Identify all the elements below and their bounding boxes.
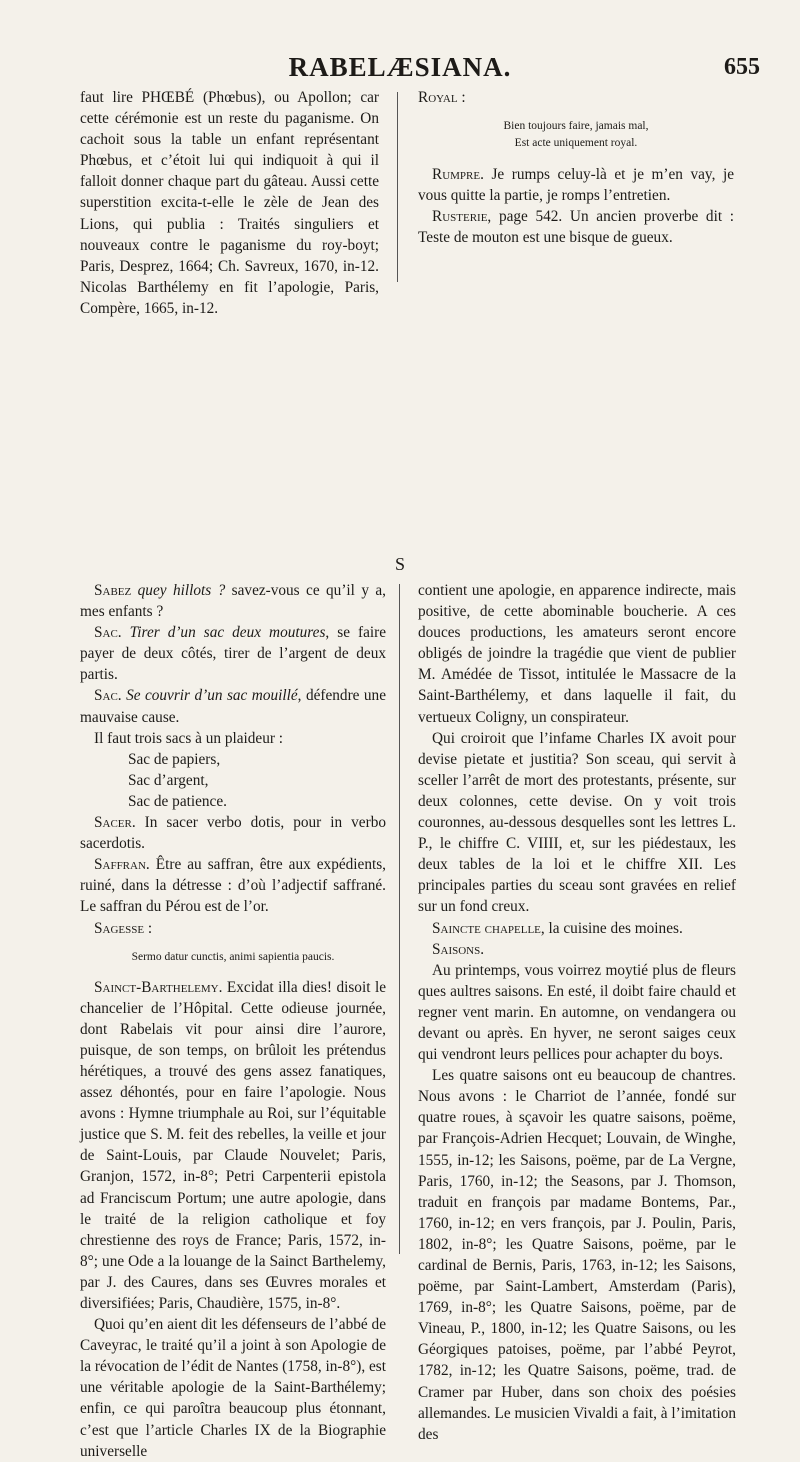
headword-saincte-chapelle: Saincte chapelle, [432,919,545,937]
paragraph-apologie: contient une apologie, en apparence indirecte, mais positive, de cette abominable boucherie. A ces douces productions, les amateurs seront encore obligés de joindre la tragédie que vient de publier M. Amédée de Tissot, intitulée le Massacre de la Saint-Barthélemy, et dans laquelle il fait, du vertueux Coligny, un conspirateur. [418,582,736,726]
running-title: RABELÆSIANA. [288,52,512,82]
entry-sac-1 [80,622,386,685]
sabez-question: quey hillots ? [137,582,226,599]
column-divider-bottom [399,584,400,1254]
paragraph-printemps: Au printemps, vous voirrez moytié plus de fleurs ques aultres saisons. En esté, il doibt faire chauld et regner vent marin. En automne, on vendangera ou devant ou après. En hyver, ne seront saiges ceux qui vendront leurs pellices pour achapter du boys. [418,961,736,1064]
verse-line-2: Sac d’argent, [128,771,209,789]
sagesse-motto: Sermo datur cunctis, animi sapientia paucis. [131,950,335,963]
entry-saisons [418,939,736,960]
entry-sainct-barthelemy [80,977,386,1315]
headword-sac-1: Sac. [94,624,122,642]
sac1-phrase: Tirer d’un sac deux moutures [129,624,326,642]
headword-royal: Royal : [418,89,466,106]
column-top-right [418,87,734,248]
rusterie-text: page 542. Un ancien proverbe dit : Teste de mouton est une bisque de gueux. [418,208,735,247]
headword-sac-2: Sac. [94,687,122,705]
entry-sabez [80,580,386,622]
saffran-text: Être au saffran, être aux expédients, ruiné, dans la détresse : d’où l’adjectif saffrané. Le saffran du Pérou est de l’or. [80,856,386,916]
headword-sagesse: Sagesse : [94,919,153,937]
royal-motto [418,118,734,152]
verse-line-1: Sac de papiers, [128,750,221,768]
entry-sagesse [80,918,386,939]
royal-motto-line-2: Est acte uniquement royal. [514,137,638,150]
sabez-text: savez-vous ce qu’il y a, mes enfants ? [80,582,386,621]
sac2-text: , défendre une mauvaise cause. [80,687,386,726]
column-bottom-right [418,580,736,1445]
headword-saffran: Saffran. [94,856,150,874]
entry-sac-2 [80,685,386,727]
chapelle-text: la cuisine des moines. [548,919,683,937]
section-letter: S [394,554,405,574]
paragraph-caveyrac: Quoi qu’en aient dit les défenseurs de l’abbé de Caveyrac, le traité qu’il a joint à son Apologie de la révocation de l’édit de Nantes (1758, in-8°), est une véritable apologie de la Saint-Barthélemy; enfin, ce qui paroîtra beaucoup plus étonnant, c’est que l’article Charles IX de la Biographie universelle [80,1316,387,1460]
entry-rumpre [418,164,734,206]
entry-rusterie [418,206,734,248]
entry-saffran [80,854,386,917]
column-divider-top [397,92,398,282]
entry-royal [418,87,734,108]
column-bottom-left [80,580,386,1462]
entry-saincte-chapelle [418,918,736,939]
headword-rumpre: Rumpre. [432,166,484,184]
headword-sabez: Sabez [94,582,132,599]
paragraph-sceau: Qui croiroit que l’infame Charles IX avoit pour devise pietate et justitia? Son sceau, qui servit à sceller l’arrêt de mort des protestants, présente, sur deux colonnes, cette devise. On y voit trois couronnes, au-dessous desquelles sont les lettres L. P., le chiffre C. VIIII, et, sur les piédestaux, les deux tables de la loi et le chiffre XII. Les principales parties du sceau sont gravées en relief sur un fond creux. [418,729,736,916]
headword-saisons: Saisons. [432,940,485,958]
sac2-phrase: Se couvrir d’un sac mouillé [126,687,298,705]
page-header [0,52,800,86]
entry-sacer [80,812,386,854]
headword-sacer: Sacer. [94,814,136,832]
column-top-left [80,87,379,319]
paragraph-quatre-saisons: Les quatre saisons ont eu beaucoup de chantres. Nous avons : le Charriot de l’année, fondé sur quatre roues, à sçavoir les quatre saisons, poëme, par François-Adrien Hecquet; Louvain, de Winghe, 1555, in-12; les Saisons, poëme, par de La Vergne, Paris, 1760, in-12; the Seasons, par J. Thomson, traduit en françois par madame Bontems, Par., 1760, in-12; en vers françois, par J. Poulin, Paris, 1802, in-8°; les Quatre Saisons, poëme, par le cardinal de Bernis, Paris, 1763, in-12; les Saisons, poëme, par Saint-Lambert, Amsterdam (Paris), 1769, in-8°; les Quatre Saisons, poëme, par de Vineau, P., 1800, in-12; les Quatre Saisons, ou les Géorgiques patoises, poëme, par l’abbé Peyrot, 1782, in-12; les Quatre Saisons, poëme, trad. de Cramer par Huber, dans son choix des poésies allemandes. Le musicien Vivaldi a fait, à l’imitation des [418,1067,736,1443]
royal-motto-line-1: Bien toujours faire, jamais mal, [503,120,649,133]
verse-line-3: Sac de patience. [128,792,227,810]
headword-rusterie: Rusterie, [432,208,492,226]
rumpre-text: Je rumps celuy-là et je m’en vay, je vous quitte la partie, je romps l’entretien. [418,166,734,205]
sacs-intro: Il faut trois sacs à un plaideur : [94,729,284,747]
sacer-text: In sacer verbo dotis, pour in verbo sacerdotis. [80,814,386,853]
paragraph-phoebe: faut lire PHŒBÉ (Phœbus), ou Apollon; car cette cérémonie est un reste du paganisme. On cachoit sous la table un enfant représentant Phœbus, et c’étoit lui qui indiquoit à qui il falloit donner chaque part du gâteau. Aussi cette superstition excita-t-elle le zèle de Jean des Lions, qui publia : Traités singuliers et nouveaux contre le paganisme du roy-boyt; Paris, Desprez, 1664; Ch. Savreux, 1670, in-12. Nicolas Barthélemy en fit l’apologie, Paris, Compère, 1665, in-12. [80,89,379,317]
sb-text-1: Excidat illa dies! disoit le chancelier de l’Hôpital. Cette odieuse journée, dont Rabelais vit pour ainsi dire l’aurore, puisque, de son temps, on brûloit les prétendus hérétiques, a trouvé des gens assez fanatiques, assez déhontés, pour en faire l’apologie. Nous avons : Hymne triumphale au Roi, sur l’équitable justice que S. M. feit des rebelles, la veille et jour de Saint-Louis, par Claude Nouvelet; Paris, Granjon, 1572, in-8°; Petri Carpenterii epistola ad Franciscum Portum; une autre apologie, dans le traité de la religion catholique et foy chrestienne des roys de France; Paris, 1572, in-8°; une Ode a la louange de la Sainct Barthelemy, par J. des Caures, dans ses Œuvres morales et diversifiées; Paris, Chaudière, 1575, in-8°. [80,978,386,1312]
headword-sainct-barthelemy: Sainct-Barthelemy. [94,978,223,996]
sac1-text: , se faire payer de deux côtés, tirer de l’argent de deux partis. [80,624,387,684]
page-number: 655 [724,54,760,80]
